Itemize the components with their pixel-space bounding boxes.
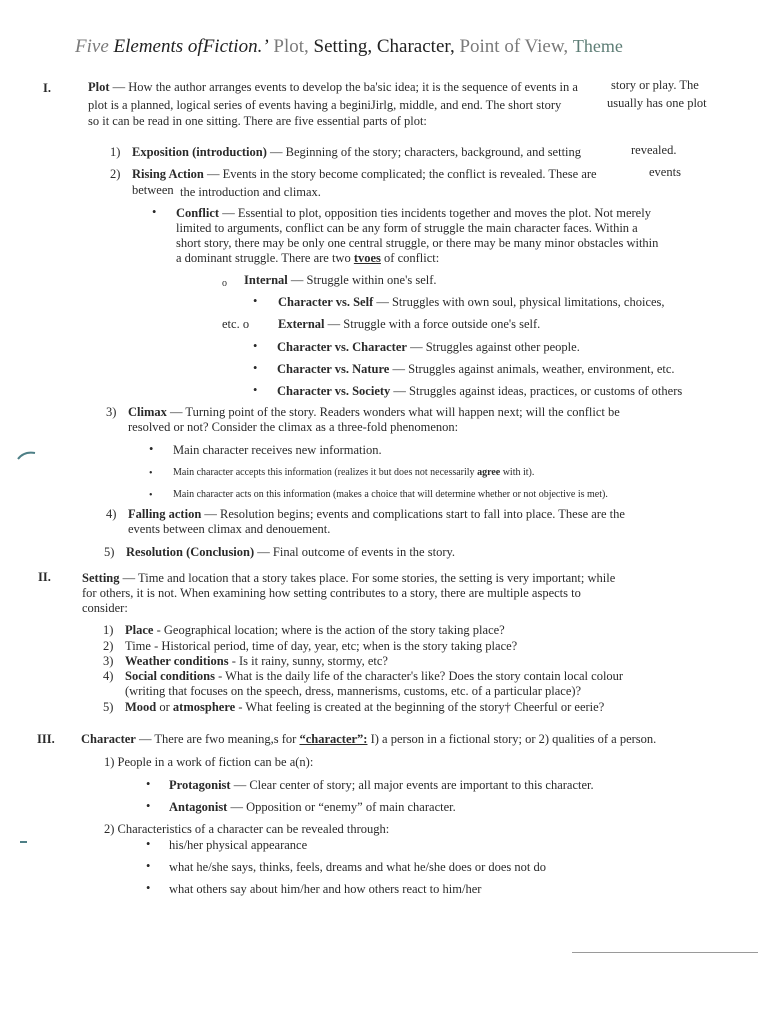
plot-part-4-cont: events between climax and denouement. xyxy=(128,522,331,536)
external-conflict: External — Struggle with a force outside one's self. xyxy=(278,317,541,331)
bullet: • xyxy=(146,837,151,851)
vs-character-heading: Character vs. Character xyxy=(277,340,407,354)
falling-action-heading: Falling action xyxy=(128,507,202,521)
title-elements: Elements of xyxy=(113,36,203,57)
climax-bullet-1: Main character receives new information. xyxy=(173,443,382,457)
plot-part-1-end: revealed. xyxy=(631,143,677,157)
plot-intro-line-3: so it can be read in one sitting. There are five essential parts of plot: xyxy=(88,114,427,128)
plot-intro-line-1: Plot — How the author arranges events to develop the ba'sic idea; it is the sequence of events in a xyxy=(88,80,578,94)
mood-heading: Mood xyxy=(125,700,157,714)
character-sub-1: 1) People in a work of fiction can be a(n): xyxy=(104,755,314,769)
setting-aspect-4-num: 4) xyxy=(103,669,114,683)
conflict-vs-society: Character vs. Society — Struggles against ideas, practices, or customs of others xyxy=(277,384,683,398)
reveal-item-1: his/her physical appearance xyxy=(169,838,308,852)
internal-heading: Internal xyxy=(244,273,288,287)
plot-part-5-num: 5) xyxy=(104,545,115,559)
setting-aspect-2-num: 2) xyxy=(103,639,114,653)
conflict-heading: Conflict xyxy=(176,206,220,220)
self-heading: Character vs. Self xyxy=(278,295,374,309)
setting-aspect-1: Place - Geographical location; where is the action of the story taking place? xyxy=(125,623,505,637)
social-heading: Social conditions xyxy=(125,669,215,683)
title-theme: Theme xyxy=(572,36,623,56)
plot-part-5: Resolution (Conclusion) — Final outcome of events in the story. xyxy=(126,545,456,559)
setting-aspect-3: Weather conditions - Is it rainy, sunny, stormy, etc? xyxy=(125,654,388,668)
title-setting: Setting, xyxy=(313,36,373,57)
bullet: • xyxy=(253,294,258,308)
plot-part-2-num: 2) xyxy=(110,167,121,181)
plot-part-1-num: 1) xyxy=(110,145,121,159)
reveal-item-3: what others say about him/her and how others react to him/her xyxy=(169,882,482,896)
antagonist-item: Antagonist — Opposition or “enemy” of main character. xyxy=(169,800,456,814)
resolution-heading: Resolution (Conclusion) xyxy=(126,545,255,559)
bullet: • xyxy=(152,205,157,219)
bullet: • xyxy=(253,383,258,397)
climax-bullet-2: Main character accepts this information (realizes it but does not necessarily agree with it). xyxy=(173,467,535,478)
scan-mark xyxy=(18,838,30,846)
atmosphere-heading: atmosphere xyxy=(172,700,236,714)
antagonist-heading: Antagonist xyxy=(169,800,228,814)
character-quoted: “character”: xyxy=(299,732,368,746)
section-numeral-setting: II. xyxy=(38,570,51,584)
plot-part-2-end: events xyxy=(649,165,681,179)
setting-heading: Setting xyxy=(82,571,120,585)
plot-part-3-num: 3) xyxy=(106,405,117,419)
bullet: • xyxy=(146,859,151,873)
conflict-types-word: tvoes xyxy=(353,251,381,265)
setting-aspect-4: Social conditions - What is the daily life of the character's like? Does the story contain local colour xyxy=(125,669,624,683)
protagonist-item: Protagonist — Clear center of story; all major events are important to this character. xyxy=(169,778,594,792)
plot-part-3-cont: resolved or not? Consider the climax as a three-fold phenomenon: xyxy=(128,420,459,434)
external-heading: External xyxy=(278,317,325,331)
etc-marker: etc. o xyxy=(222,317,250,331)
setting-aspect-1-num: 1) xyxy=(103,623,114,637)
plot-part-2: Rising Action — Events in the story become complicated; the conflict is revealed. These are xyxy=(132,167,597,181)
character-heading: Character xyxy=(81,732,136,746)
setting-line-3: consider: xyxy=(82,601,128,615)
setting-aspect-3-num: 3) xyxy=(103,654,114,668)
reveal-item-2: what he/she says, thinks, feels, dreams and what he/she does or does not do xyxy=(169,860,547,874)
setting-aspect-5-num: 5) xyxy=(103,700,114,714)
bullet: • xyxy=(253,361,258,375)
rising-action-heading: Rising Action xyxy=(132,167,204,181)
plot-part-3: Climax — Turning point of the story. Readers wonders what will happen next; will the conflict be xyxy=(128,405,620,419)
internal-conflict: Internal — Struggle within one's self. xyxy=(244,273,437,287)
conflict-line-4: a dominant struggle. There are two tvoes of conflict: xyxy=(176,251,440,265)
character-sub-2: 2) Characteristics of a character can be revealed through: xyxy=(104,822,390,836)
bullet: • xyxy=(146,799,151,813)
title-plot: Plot, xyxy=(273,36,309,57)
bullet: • xyxy=(149,442,154,456)
sub-marker: o xyxy=(222,278,227,289)
bullet: • xyxy=(146,777,151,791)
plot-intro-line-1-end: story or play. The xyxy=(611,78,699,92)
title-five: Five xyxy=(75,36,109,57)
weather-heading: Weather conditions xyxy=(125,654,229,668)
conflict-vs-character: Character vs. Character — Struggles against other people. xyxy=(277,340,580,354)
title-character: Character, xyxy=(376,36,455,57)
agree-word: agree xyxy=(477,467,501,478)
plot-part-1: Exposition (introduction) — Beginning of the story; characters, background, and setting xyxy=(132,145,582,159)
setting-line-1: Setting — Time and location that a story takes place. For some stories, the setting is very important; while xyxy=(82,571,616,585)
climax-heading: Climax xyxy=(128,405,167,419)
climax-bullet-3: Main character acts on this information (makes a choice that will determine whether or not objective is met). xyxy=(173,489,608,500)
plot-intro-line-2: plot is a planned, logical series of events having a beginiJirlg, middle, and end. The short story xyxy=(88,98,562,112)
footer-rule xyxy=(572,952,758,953)
plot-part-2-cont-2: the introduction and climax. xyxy=(180,185,321,199)
conflict-line-1: Conflict — Essential to plot, opposition ties incidents together and moves the plot. Not merely xyxy=(176,206,651,220)
setting-line-2: for others, it is not. When examining how setting contributes to a story, there are multiple aspects to xyxy=(82,586,581,600)
bullet: • xyxy=(146,881,151,895)
conflict-line-2: limited to arguments, conflict can be any form of struggle the main character faces. Within a xyxy=(176,221,638,235)
vs-society-heading: Character vs. Society xyxy=(277,384,391,398)
place-heading: Place xyxy=(125,623,154,637)
plot-intro-line-2-end: usually has one plot xyxy=(607,96,707,110)
section-numeral-plot: I. xyxy=(43,81,51,95)
plot-part-4: Falling action — Resolution begins; events and complications start to fall into place. These are the xyxy=(128,507,625,521)
plot-heading: Plot xyxy=(88,80,110,94)
page-title xyxy=(75,36,623,58)
setting-aspect-2: Time - Historical period, time of day, year, etc; when is the story taking place? xyxy=(125,639,518,653)
plot-part-2-cont-1: between xyxy=(132,183,174,197)
setting-aspect-4-cont: (writing that focuses on the speech, dress, mannerisms, customs, etc. of a particular place)? xyxy=(125,684,582,698)
exposition-heading: Exposition (introduction) xyxy=(132,145,267,159)
vs-nature-heading: Character vs. Nature xyxy=(277,362,390,376)
bullet: • xyxy=(149,490,153,501)
conflict-vs-nature: Character vs. Nature — Struggles against animals, weather, environment, etc. xyxy=(277,362,675,376)
conflict-line-3: short story, there may be only one central struggle, or there may be many minor obstacles within xyxy=(176,236,659,250)
title-pov: Point of View, xyxy=(459,36,569,57)
title-fiction: Fiction.’ xyxy=(202,36,269,57)
protagonist-heading: Protagonist xyxy=(169,778,231,792)
character-definition: Character — There are fwo meaning,s for “character”: I) a person in a fictional story; or 2) qualities of a person. xyxy=(81,732,657,746)
conflict-self: Character vs. Self — Struggles with own soul, physical limitations, choices, xyxy=(278,295,665,309)
bullet: • xyxy=(253,339,258,353)
plot-part-4-num: 4) xyxy=(106,507,117,521)
section-numeral-character: III. xyxy=(37,732,55,746)
setting-aspect-5: Mood or atmosphere - What feeling is created at the beginning of the story† Cheerful or eerie? xyxy=(125,700,605,714)
bullet: • xyxy=(149,468,153,479)
scan-mark xyxy=(16,448,38,462)
